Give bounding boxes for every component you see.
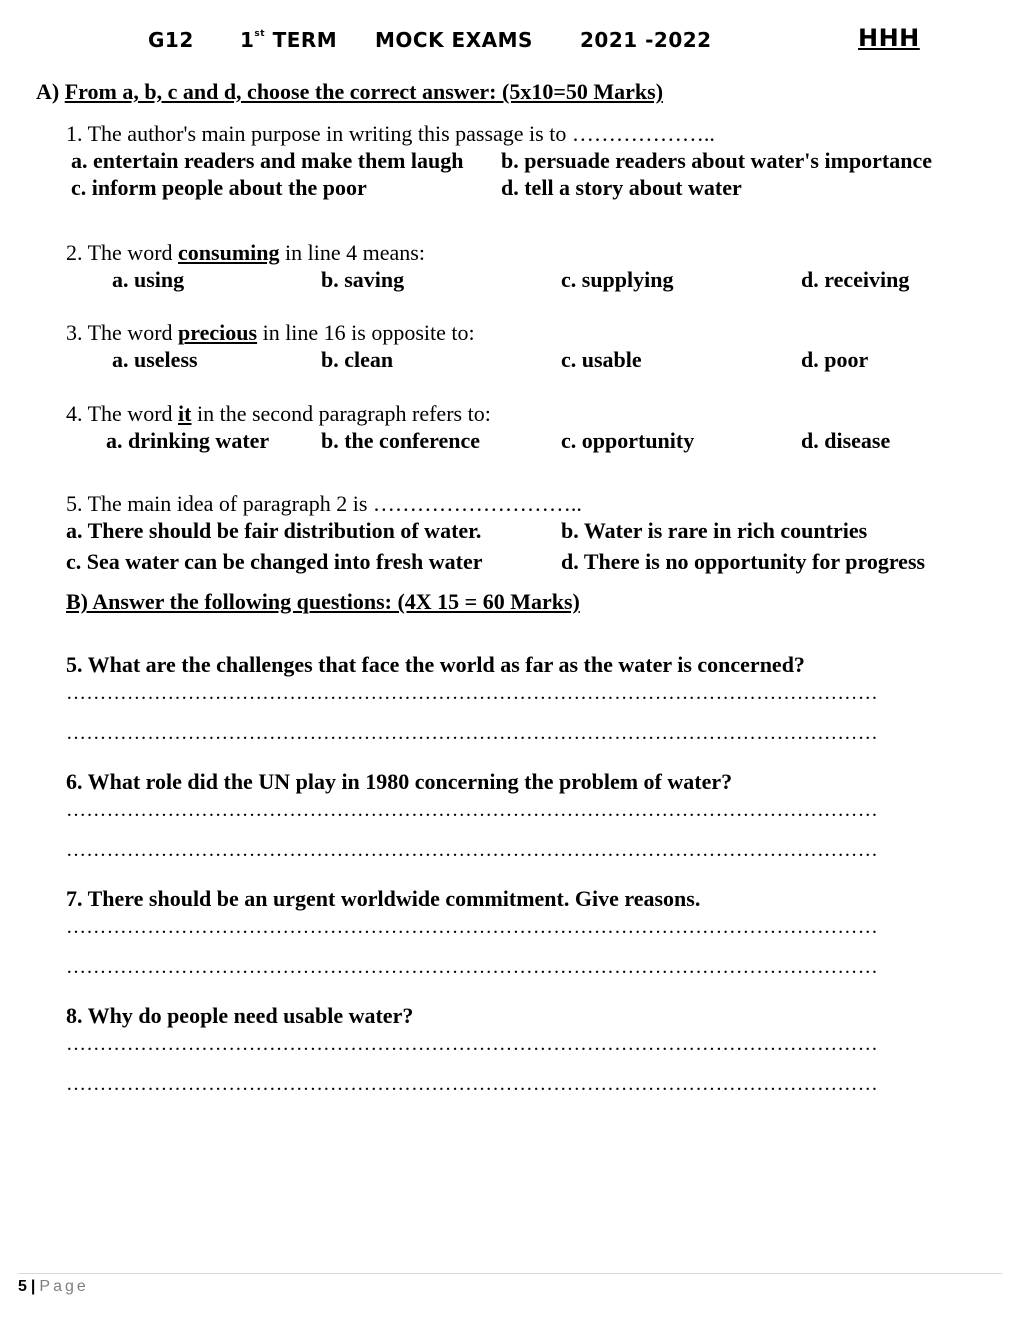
question-5: 5. What are the challenges that face the world as far as the water is concerned? [66,652,805,677]
section-b-title: B) Answer the following questions: (4X 15 = 60 Marks) [66,589,580,614]
mcq-2-option-a: a. using [112,267,185,292]
answer-line[interactable]: ………………………………………………………………………………………………………… [66,722,878,744]
mcq-4-option-d: d. disease [801,428,891,453]
answer-line[interactable]: ………………………………………………………………………………………………………… [66,956,878,978]
mcq-4-option-b: b. the conference [321,428,481,453]
mcq-5-option-d: d. There is no opportunity for progress [561,549,926,574]
section-a-heading [36,79,663,105]
mcq-5-option-b: b. Water is rare in rich countries [561,518,868,543]
mcq-2-option-c: c. supplying [561,267,674,292]
page-number: 5 [18,1278,27,1295]
mcq-3-stem [66,320,475,346]
page-footer [18,1278,89,1296]
mcq-4-stem-start: 4. The word [66,401,179,426]
header-grade: G12 [148,28,194,52]
mcq-4-option-a: a. drinking water [106,428,270,453]
mcq-3-keyword: precious [178,320,258,345]
footer-separator: | [30,1278,36,1295]
answer-line[interactable]: ………………………………………………………………………………………………………… [66,799,878,821]
mcq-3-option-c: c. usable [561,347,642,372]
mcq-3-stem-end: in line 16 is opposite to: [257,320,475,345]
mcq-2-stem [66,240,425,266]
header-year: 2021 -2022 [580,28,712,52]
mcq-5-stem: 5. The main idea of paragraph 2 is ……………………….. [66,491,582,516]
mcq-2-option-d: d. receiving [801,267,910,292]
question-8: 8. Why do people need usable water? [66,1003,414,1028]
section-a-title: From a, b, c and d, choose the correct answer: (5x10=50 Marks) [64,79,664,104]
mcq-1-option-b: b. persuade readers about water's importance [501,148,932,173]
mcq-3-option-a: a. useless [112,347,198,372]
answer-line[interactable]: ………………………………………………………………………………………………………… [66,1033,878,1055]
answer-line[interactable]: ………………………………………………………………………………………………………… [66,1073,878,1095]
mcq-2-option-b: b. saving [321,267,405,292]
mcq-4-stem-end: in the second paragraph refers to: [191,401,491,426]
answer-line[interactable]: ………………………………………………………………………………………………………… [66,839,878,861]
header-term-number: 1 [240,28,255,52]
answer-line[interactable]: ………………………………………………………………………………………………………… [66,916,878,938]
answer-line[interactable]: ………………………………………………………………………………………………………… [66,682,878,704]
page-word: Page [39,1278,89,1295]
mcq-1-option-c: c. inform people about the poor [71,175,367,200]
mcq-1-option-a: a. entertain readers and make them laugh [71,148,464,173]
header-term-word: TERM [272,28,338,52]
header-term [240,28,337,52]
mcq-3-option-b: b. clean [321,347,394,372]
mcq-3-option-d: d. poor [801,347,869,372]
question-7: 7. There should be an urgent worldwide commitment. Give reasons. [66,886,701,911]
mcq-2-stem-end: in line 4 means: [279,240,425,265]
mcq-2-keyword: consuming [178,240,280,265]
mcq-3-stem-start: 3. The word [66,320,179,345]
mcq-4-keyword: it [178,401,192,426]
footer-divider [18,1273,1002,1274]
section-a-prefix: A) [36,79,65,104]
header-term-suffix: st [254,29,266,39]
mcq-1-option-d: d. tell a story about water [501,175,742,200]
question-6: 6. What role did the UN play in 1980 concerning the problem of water? [66,769,733,794]
mcq-4-option-c: c. opportunity [561,428,695,453]
mcq-4-stem [66,401,491,427]
mcq-5-option-c: c. Sea water can be changed into fresh water [66,549,483,574]
mcq-1-stem: 1. The author's main purpose in writing this passage is to ……………….. [66,121,715,146]
mcq-5-option-a: a. There should be fair distribution of water. [66,518,482,543]
header-exam: MOCK EXAMS [375,28,533,52]
header-initials: HHH [858,24,920,52]
mcq-2-stem-start: 2. The word [66,240,179,265]
